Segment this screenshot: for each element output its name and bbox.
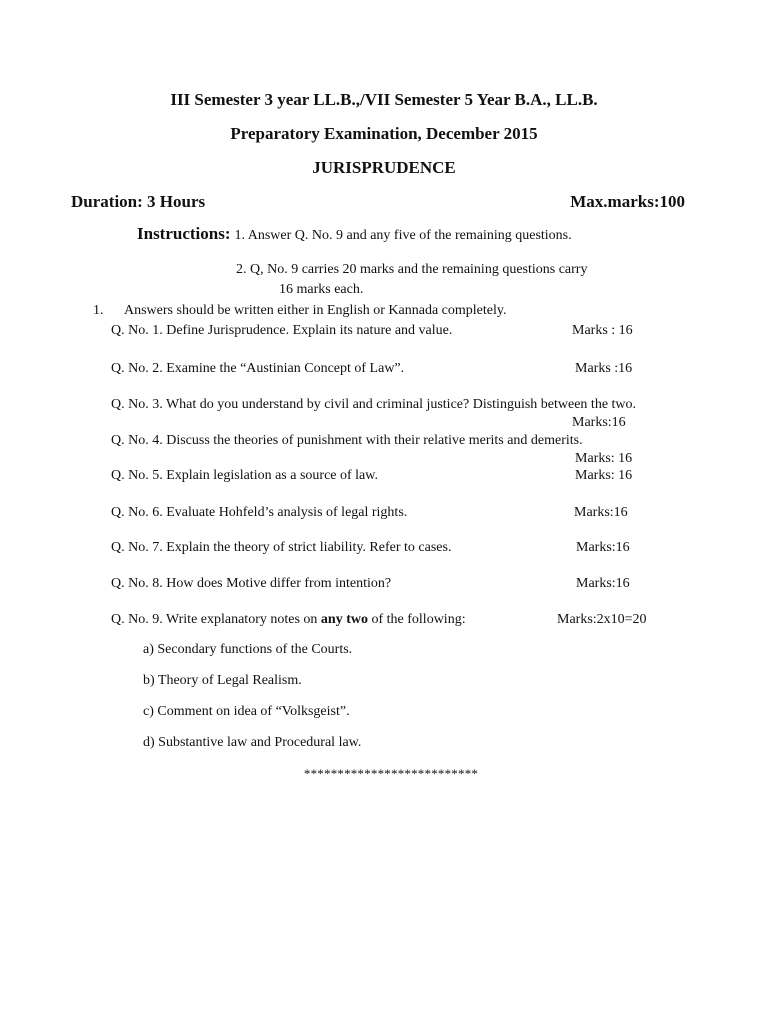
question-3-marks: Marks:16 xyxy=(572,415,626,430)
end-separator: ************************** xyxy=(303,766,479,781)
question-1-marks: Marks : 16 xyxy=(572,323,633,338)
question-9-marks: Marks:2x10=20 xyxy=(557,612,647,627)
subject-title: JURISPRUDENCE xyxy=(312,158,456,177)
question-4-marks: Marks: 16 xyxy=(575,451,633,466)
question-8-marks: Marks:16 xyxy=(576,576,630,591)
question-9-prefix: Q. No. 9. Write explanatory notes on xyxy=(111,612,321,627)
question-4: Q. No. 4. Discuss the theories of punishment with their relative merits and demerits. xyxy=(111,433,583,448)
question-6: Q. No. 6. Evaluate Hohfeld’s analysis of legal rights. xyxy=(111,505,408,520)
question-7-marks: Marks:16 xyxy=(576,540,630,555)
instruction-item-2-cont: 16 marks each. xyxy=(279,282,364,297)
instruction-item-3-number: 1. xyxy=(93,303,104,318)
question-2-marks: Marks :16 xyxy=(575,361,633,376)
question-9-option-a: a) Secondary functions of the Courts. xyxy=(143,642,353,657)
question-9-option-d: d) Substantive law and Procedural law. xyxy=(143,735,362,750)
instructions-line-1 xyxy=(137,224,572,244)
instructions-label: Instructions: xyxy=(137,224,231,243)
question-9-emphasis: any two xyxy=(320,612,368,627)
duration: Duration: 3 Hours xyxy=(71,192,206,211)
question-7: Q. No. 7. Explain the theory of strict liability. Refer to cases. xyxy=(111,540,452,555)
question-5: Q. No. 5. Explain legislation as a source of law. xyxy=(111,468,378,483)
question-1: Q. No. 1. Define Jurisprudence. Explain its nature and value. xyxy=(111,323,453,338)
instruction-item-1: 1. Answer Q. No. 9 and any five of the remaining questions. xyxy=(234,228,572,243)
instruction-item-2: 2. Q, No. 9 carries 20 marks and the remaining questions carry xyxy=(236,262,588,277)
instruction-item-3: Answers should be written either in English or Kannada completely. xyxy=(124,303,507,318)
question-5-marks: Marks: 16 xyxy=(575,468,633,483)
question-8: Q. No. 8. How does Motive differ from intention? xyxy=(111,576,392,591)
question-9 xyxy=(111,612,466,628)
question-9-option-c: c) Comment on idea of “Volksgeist”. xyxy=(143,704,350,719)
question-9-option-b: b) Theory of Legal Realism. xyxy=(143,673,302,688)
exam-header-line: III Semester 3 year LL.B.,/VII Semester 5 Year B.A., LL.B. xyxy=(170,90,598,109)
question-9-suffix: of the following: xyxy=(367,612,466,627)
question-6-marks: Marks:16 xyxy=(574,505,628,520)
question-2: Q. No. 2. Examine the “Austinian Concept of Law”. xyxy=(111,361,405,376)
question-3: Q. No. 3. What do you understand by civil and criminal justice? Distinguish between the two. xyxy=(111,397,637,412)
max-marks: Max.marks:100 xyxy=(570,192,685,211)
exam-title: Preparatory Examination, December 2015 xyxy=(230,124,538,143)
